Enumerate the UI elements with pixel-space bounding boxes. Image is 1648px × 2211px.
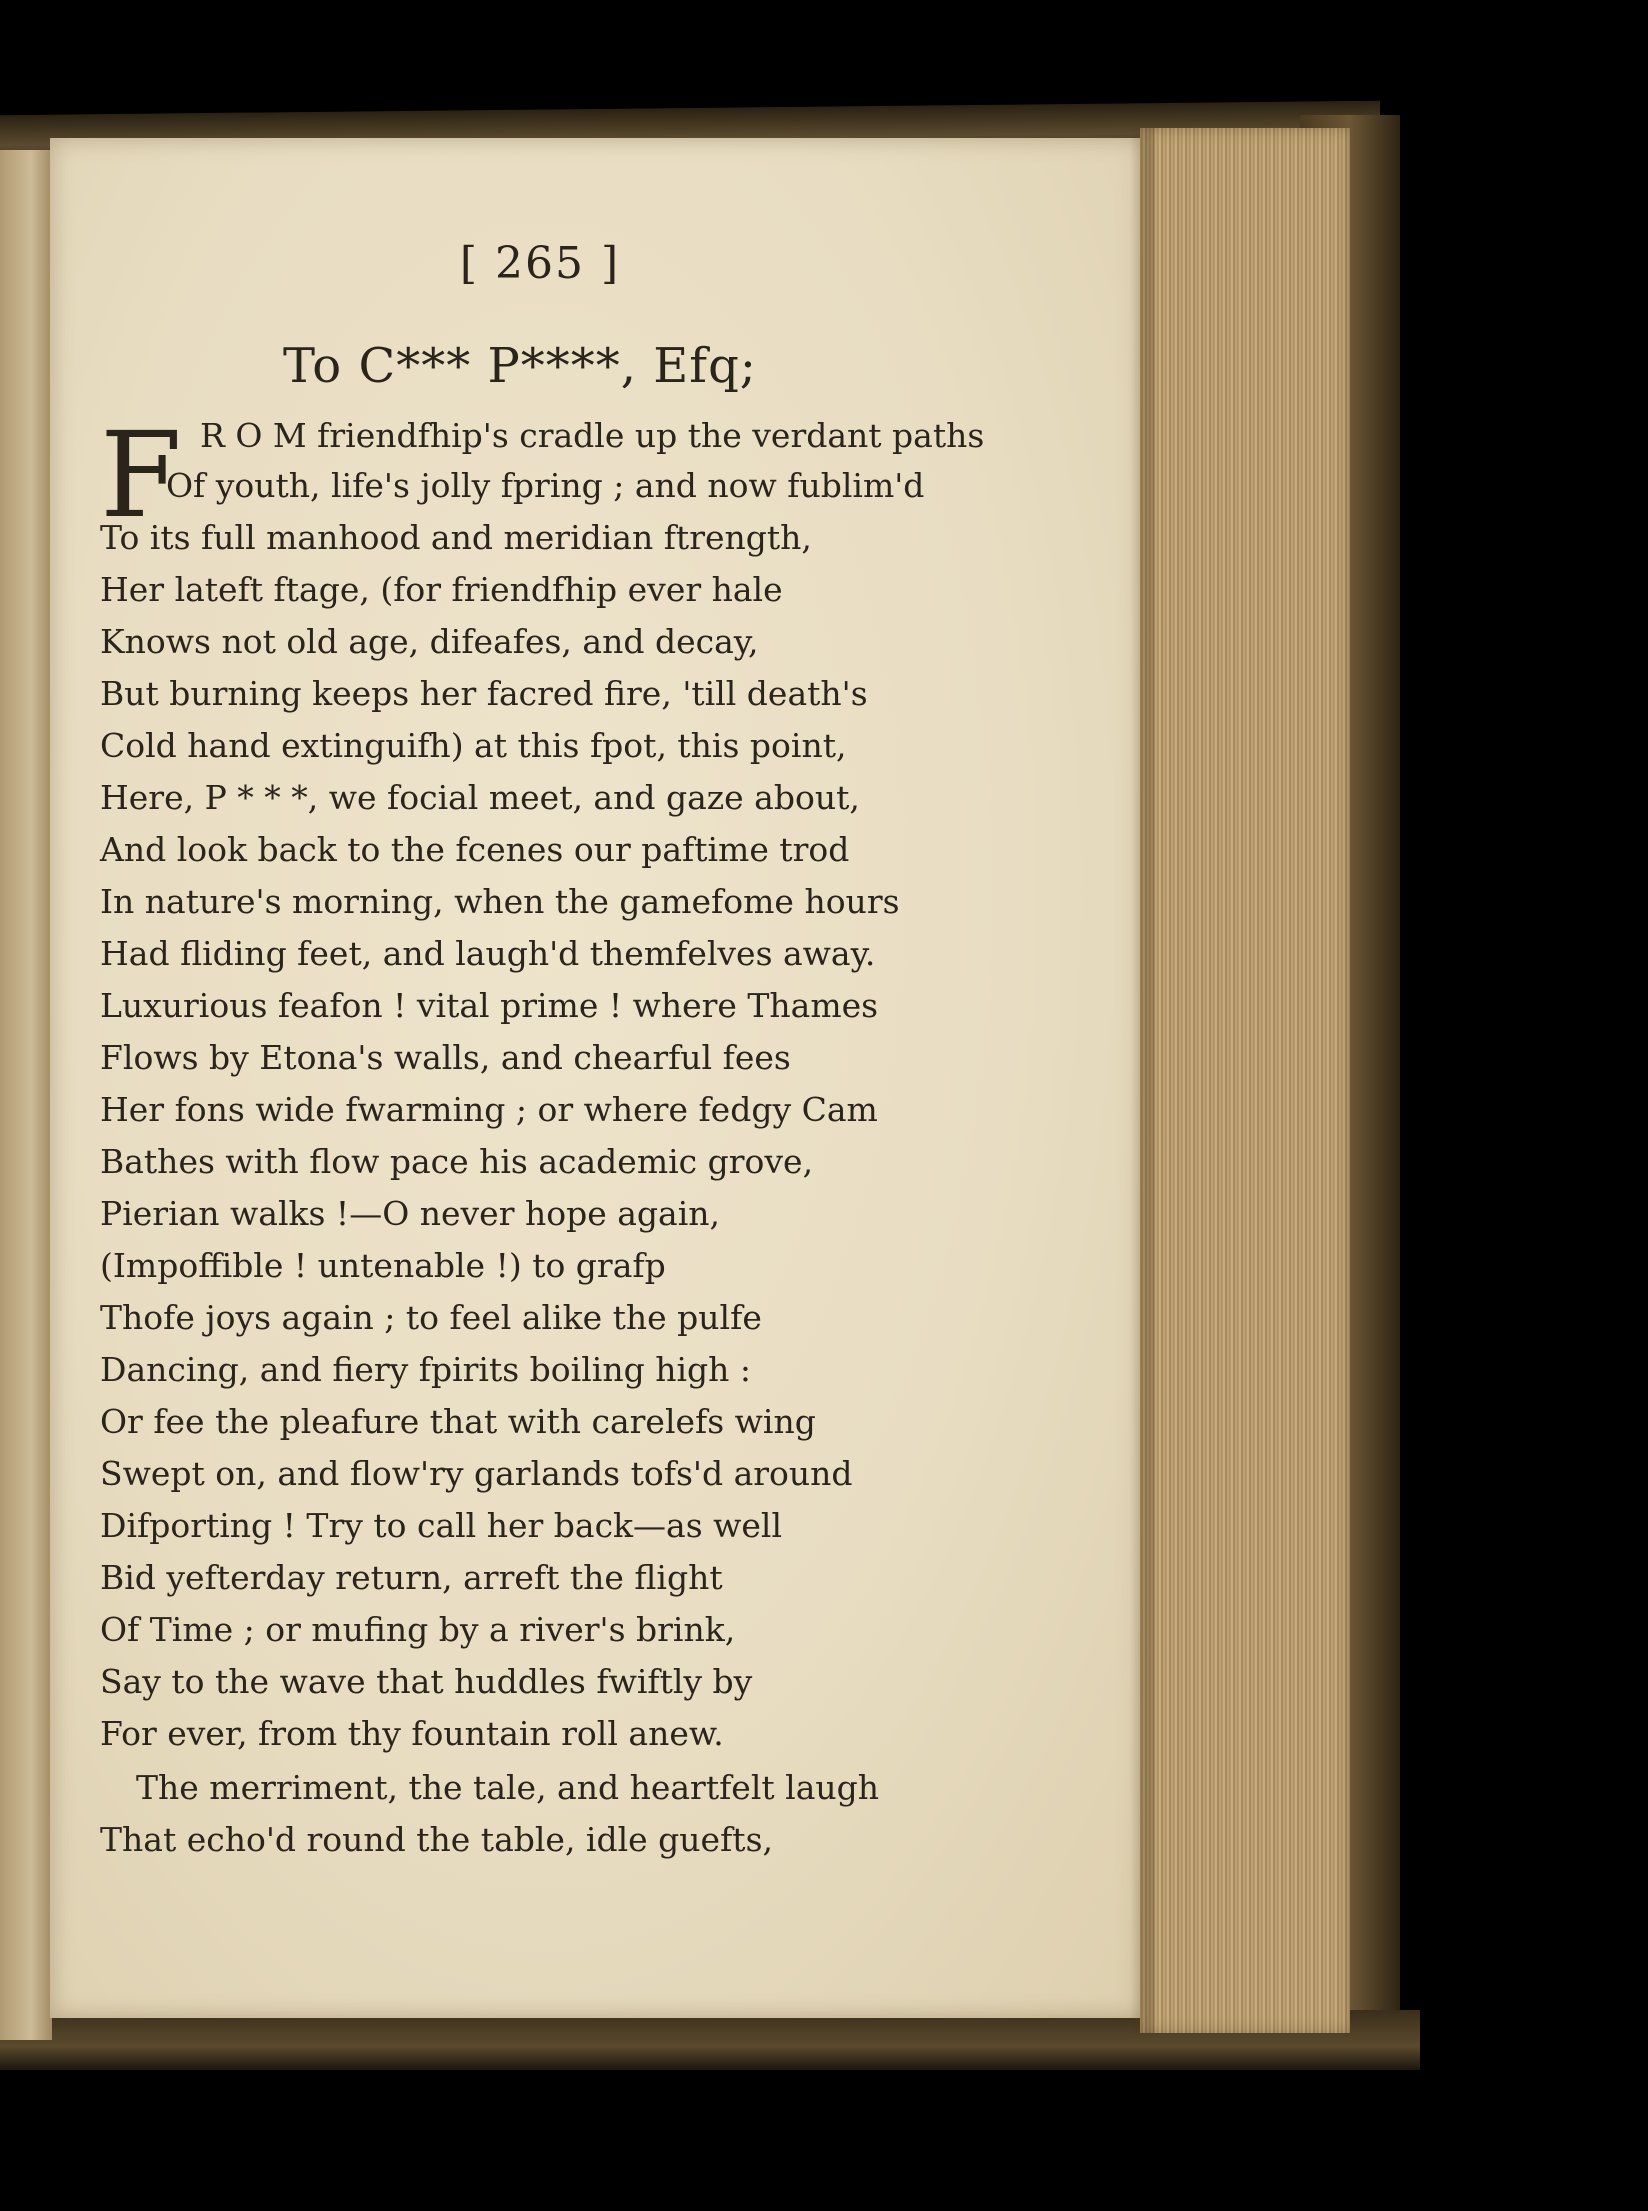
poem-line: Or fee the pleafure that with carelefs wing — [100, 1402, 816, 1441]
poem-line: Swept on, and flow'ry garlands tofs'd around — [100, 1454, 853, 1493]
poem-line: Had fliding feet, and laugh'd themfelves away. — [100, 934, 876, 973]
poem-line: Knows not old age, difeafes, and decay, — [100, 622, 759, 661]
poem-line: Pierian walks !—O never hope again, — [100, 1194, 720, 1233]
poem-line: Say to the wave that huddles fwiftly by — [100, 1662, 753, 1701]
poem-line: And look back to the fcenes our paftime trod — [100, 830, 850, 869]
page-number: [ 265 ] — [459, 238, 621, 289]
poem-line: The merriment, the tale, and heartfelt laugh — [136, 1768, 879, 1807]
poem-line: R O M friendfhip's cradle up the verdant paths — [200, 416, 985, 455]
poem-line: To its full manhood and meridian ftrength, — [100, 518, 812, 557]
poem-line: (Impoffible ! untenable !) to grafp — [100, 1246, 666, 1285]
poem-title: To C*** P****, Efq; — [283, 338, 757, 394]
poem-line: Bid yefterday return, arreft the flight — [100, 1558, 723, 1597]
poem-line: But burning keeps her facred fire, 'till death's — [100, 674, 868, 713]
poem-line: Dancing, and fiery fpirits boiling high : — [100, 1350, 751, 1389]
poem-line: For ever, from thy fountain roll anew. — [100, 1714, 724, 1753]
poem-line: Thofe joys again ; to feel alike the pulfe — [100, 1298, 762, 1337]
poem-line: Here, P * * *, we focial meet, and gaze about, — [100, 778, 860, 817]
poem-line: Cold hand extinguifh) at this fpot, this point, — [100, 726, 847, 765]
poem-line: Her fons wide fwarming ; or where fedgy Cam — [100, 1090, 878, 1129]
drop-cap: F — [100, 406, 182, 544]
poem-line: Luxurious feafon ! vital prime ! where Thames — [100, 986, 879, 1025]
poem-line: Of Time ; or mufing by a river's brink, — [100, 1610, 736, 1649]
poem-line: Of youth, life's jolly fpring ; and now fublim'd — [166, 466, 925, 505]
poem-line: Her lateft ftage, (for friendfhip ever hale — [100, 570, 783, 609]
page-block-edges — [1140, 128, 1350, 2033]
poem-line: Flows by Etona's walls, and chearful fees — [100, 1038, 791, 1077]
gutter-shadow — [1130, 128, 1154, 2033]
poem-line: In nature's morning, when the gamefome hours — [100, 882, 900, 921]
poem-line: Difporting ! Try to call her back—as well — [100, 1506, 783, 1545]
poem-line: Bathes with flow pace his academic grove, — [100, 1142, 814, 1181]
facing-page-edge — [0, 150, 52, 2040]
poem-line: That echo'd round the table, idle guefts, — [100, 1820, 773, 1859]
